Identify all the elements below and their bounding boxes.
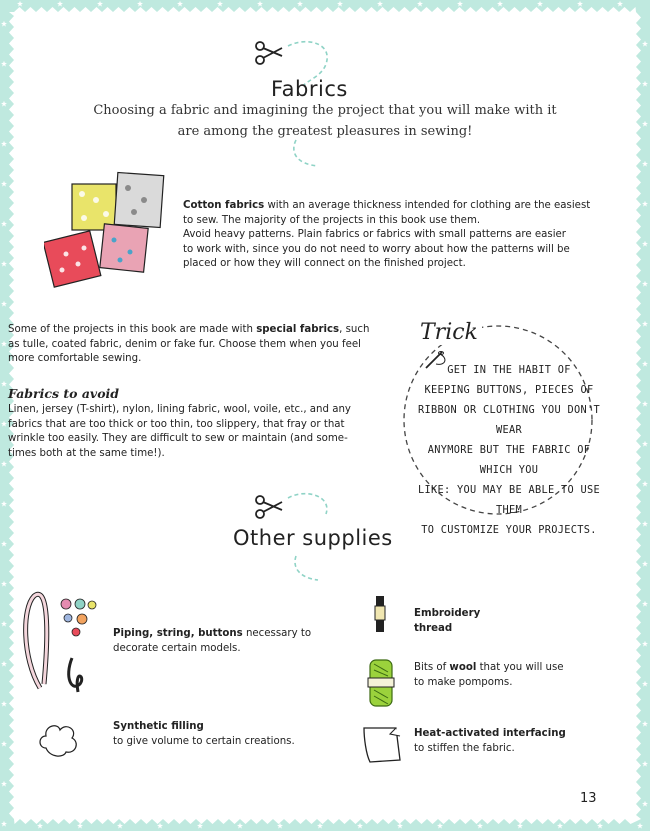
trick-line: KEEPING BUTTONS, PIECES OF	[424, 384, 594, 396]
piping-line	[113, 627, 333, 642]
piping-bold: Piping, string, buttons	[113, 628, 243, 639]
cotton-line: Avoid heavy patterns. Plain fabrics or fabrics with small patterns are easier	[183, 229, 566, 240]
trick-line: GET IN THE HABIT OF	[447, 364, 571, 376]
special-line	[8, 323, 378, 338]
interfacing-rest: to stiffen the fabric.	[414, 742, 515, 754]
avoid-paragraph	[8, 403, 383, 461]
special-bold: special fabrics	[256, 324, 340, 335]
special-text: , such	[339, 324, 370, 335]
page-number: 13	[580, 791, 597, 806]
intro-line: are among the greatest pleasures in sewing!	[177, 124, 473, 139]
trick-text	[410, 360, 608, 540]
special-text: Some of the projects in this book are made with	[8, 324, 257, 335]
cotton-paragraph	[183, 199, 603, 272]
wool-bold: wool	[449, 662, 477, 673]
dashed-thread	[288, 136, 328, 170]
trick-line: RIBBON OR CLOTHING YOU DON'T WEAR	[418, 404, 600, 436]
avoid-line: fabrics that are too thick or too thin, too slippery, that fray or that	[8, 418, 345, 430]
special-line: more comfortable sewing.	[8, 353, 142, 364]
piping-text	[113, 627, 333, 656]
embroidery-bold: Embroidery	[414, 608, 481, 619]
wool-line: to make pompoms.	[414, 676, 513, 688]
interfacing-bold: Heat-activated interfacing	[414, 728, 566, 739]
trick-line: LIKE: YOU MAY BE ABLE TO USE THEM	[418, 484, 600, 516]
fabrics-title: Fabrics	[271, 77, 348, 101]
piping-line: decorate certain models.	[113, 642, 241, 654]
trick-line: ANYMORE BUT THE FABRIC OF WHICH YOU	[427, 444, 591, 476]
wool-text	[414, 661, 614, 690]
wool-skein-icon	[364, 658, 400, 710]
cotton-text: with an average thickness intended for clothing are the easiest	[264, 200, 591, 211]
filling-bold: Synthetic filling	[113, 721, 204, 732]
interfacing-text	[414, 727, 614, 756]
embroidery-text	[414, 607, 614, 636]
cotton-bold: Cotton fabrics	[183, 200, 265, 211]
avoid-heading: Fabrics to avoid	[8, 386, 120, 401]
cotton-line	[183, 199, 603, 214]
filling-rest: to give volume to certain creations.	[113, 735, 295, 747]
avoid-line: wrinkle too easily. They are difficult to sew or maintain (and some-	[8, 433, 348, 444]
piping-rest: necessary to	[242, 628, 312, 639]
wool-pre: Bits of	[414, 662, 450, 673]
synthetic-filling-icon	[36, 718, 80, 760]
buttons-icon	[58, 597, 98, 641]
dashed-thread	[288, 554, 328, 584]
special-line: as tulle, coated fabric, denim or fake fur. Choose them when you feel	[8, 338, 361, 350]
wool-rest: that you will use	[476, 662, 564, 673]
cotton-line: placed or how they will connect on the finished project.	[183, 258, 466, 269]
supplies-title: Other supplies	[233, 526, 393, 550]
embroidery-thread-icon	[370, 592, 390, 636]
avoid-line: times both at the same time!).	[8, 447, 165, 459]
trick-title: Trick	[416, 320, 482, 345]
embroidery-bold: thread	[414, 622, 453, 634]
special-paragraph	[8, 323, 378, 367]
cotton-line: to sew. The majority of the projects in this book use them.	[183, 214, 481, 226]
intro-line: Choosing a fabric and imagining the project that you will make with it	[93, 103, 557, 118]
fabric-swatches-icon	[44, 170, 168, 290]
interfacing-icon	[360, 724, 404, 766]
wool-line	[414, 661, 614, 676]
cotton-line: to work with, since you do not need to worry about how the patterns will be	[183, 243, 570, 255]
trick-line: TO CUSTOMIZE YOUR PROJECTS.	[421, 524, 597, 536]
filling-text	[113, 720, 333, 749]
avoid-line: Linen, jersey (T-shirt), nylon, lining fabric, wool, voile, etc., and any	[8, 404, 351, 415]
